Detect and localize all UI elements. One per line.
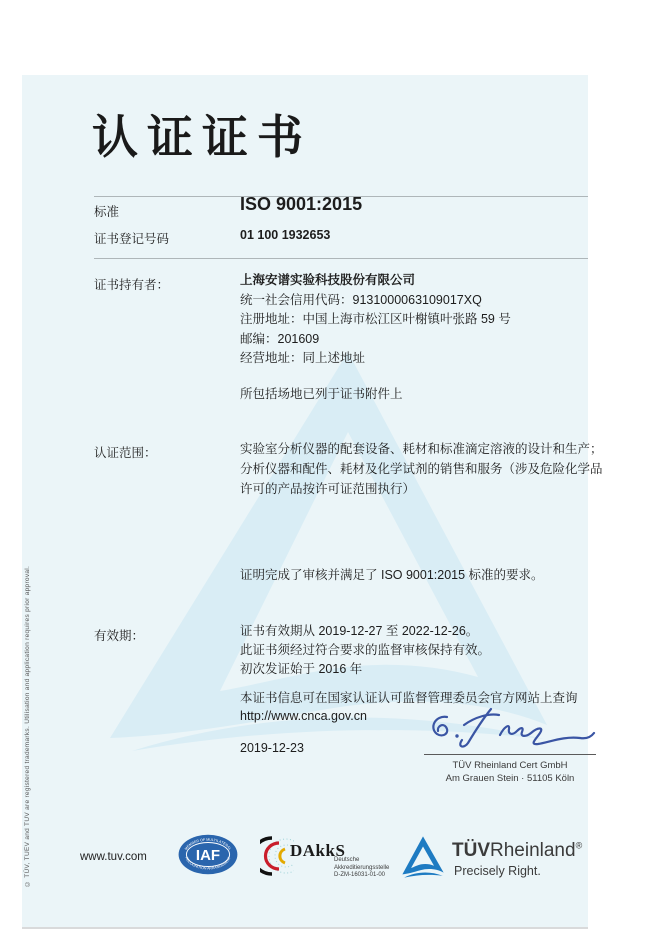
signature-line: [424, 754, 596, 755]
standard-value: ISO 9001:2015: [240, 194, 363, 214]
validity-label: 有效期：: [94, 629, 145, 643]
holder-postcode: 邮编：201609: [240, 331, 320, 346]
dakks-logo: [260, 833, 410, 899]
holder-name: 上海安谱实验科技股份有限公司: [240, 273, 416, 287]
signatory-org: TÜV Rheinland Cert GmbH: [452, 760, 568, 771]
scope-line: 许可的产品按许可证范围执行）: [240, 482, 416, 496]
scope-line: 实验室分析仪器的配套设备、耗材和标准滴定溶液的设计和生产；: [240, 442, 603, 456]
svg-text:IAF: IAF: [195, 846, 221, 864]
dakks-accreditation-text: [334, 857, 389, 880]
dakks-line: Deutsche: [334, 857, 360, 863]
cnca-url: http://www.cnca.gov.cn: [240, 709, 367, 723]
scope-text: [240, 439, 603, 499]
holder-note: 所包括场地已列于证书附件上: [240, 387, 403, 401]
validity-period: 证书有效期从 2019-12-27 至 2022-12-26。: [240, 624, 479, 638]
divider-registration: [94, 258, 588, 259]
dakks-line: Akkreditierungsstelle: [334, 864, 390, 871]
certificate-title: 认证证书: [92, 111, 312, 163]
registered-mark: ®: [575, 840, 583, 851]
signature-scribble-icon: [422, 703, 602, 751]
svg-text:RECOGNITION ARRANGEMENT: RECOGNITION ARRANGEMENT: [184, 856, 232, 871]
registration-label: 证书登记号码: [94, 232, 170, 246]
registration-value: 01 100 1932653: [240, 228, 331, 242]
issue-date: 2019-12-23: [240, 741, 304, 755]
dakks-line: D-ZM-16031-01-00: [334, 872, 386, 878]
tuv-brand-rest: Rheinland: [490, 840, 576, 861]
first-issue: 初次发证始于 2016 年: [240, 662, 363, 676]
scope-line: 分析仪器和配件、耗材及化学试剂的销售和服务（涉及危险化学品: [240, 462, 603, 476]
holder-business-address: 经营地址：同上述地址: [240, 351, 366, 365]
trademark-side-note: © TÜV, TUEV and TUV are registered trademarks. Utilisation and application requires prior approval.: [24, 565, 31, 887]
holder-registered-address: 注册地址：中国上海市松江区叶榭镇叶张路 59 号: [240, 312, 511, 326]
standard-label: 标准: [94, 205, 120, 219]
tuv-triangle-icon: [400, 835, 446, 879]
signatory-block: [424, 759, 596, 785]
validity-text: [240, 622, 490, 679]
svg-text:MEMBER OF MULTILATERAL: MEMBER OF MULTILATERAL: [183, 837, 233, 851]
certificate-page: [22, 75, 603, 929]
holder-credit-code: 统一社会信用代码：9131000063109017XQ: [240, 292, 482, 307]
audit-statement: 证明完成了审核并满足了 ISO 9001:2015 标准的要求。: [240, 568, 544, 582]
dakks-arcs-icon: [260, 835, 294, 877]
signatory-address: Am Grauen Stein · 51105 Köln: [445, 773, 575, 784]
validity-condition: 此证书须经过符合要求的监督审核保持有效。: [240, 643, 491, 657]
dakks-name: DAkkS: [290, 841, 346, 860]
holder-details: [240, 271, 511, 369]
tuv-brand-bold: TÜV: [452, 840, 490, 861]
holder-label: 证书持有者：: [94, 278, 170, 292]
tuv-website: www.tuv.com: [80, 851, 147, 863]
tuv-tagline: Precisely Right.: [454, 864, 541, 878]
iaf-logo-icon: [178, 833, 238, 876]
info-note: 本证书信息可在国家认证认可监督管理委员会官方网站上查询: [240, 691, 578, 705]
tuv-brand-text: [452, 840, 582, 862]
scope-label: 认证范围：: [94, 446, 157, 460]
